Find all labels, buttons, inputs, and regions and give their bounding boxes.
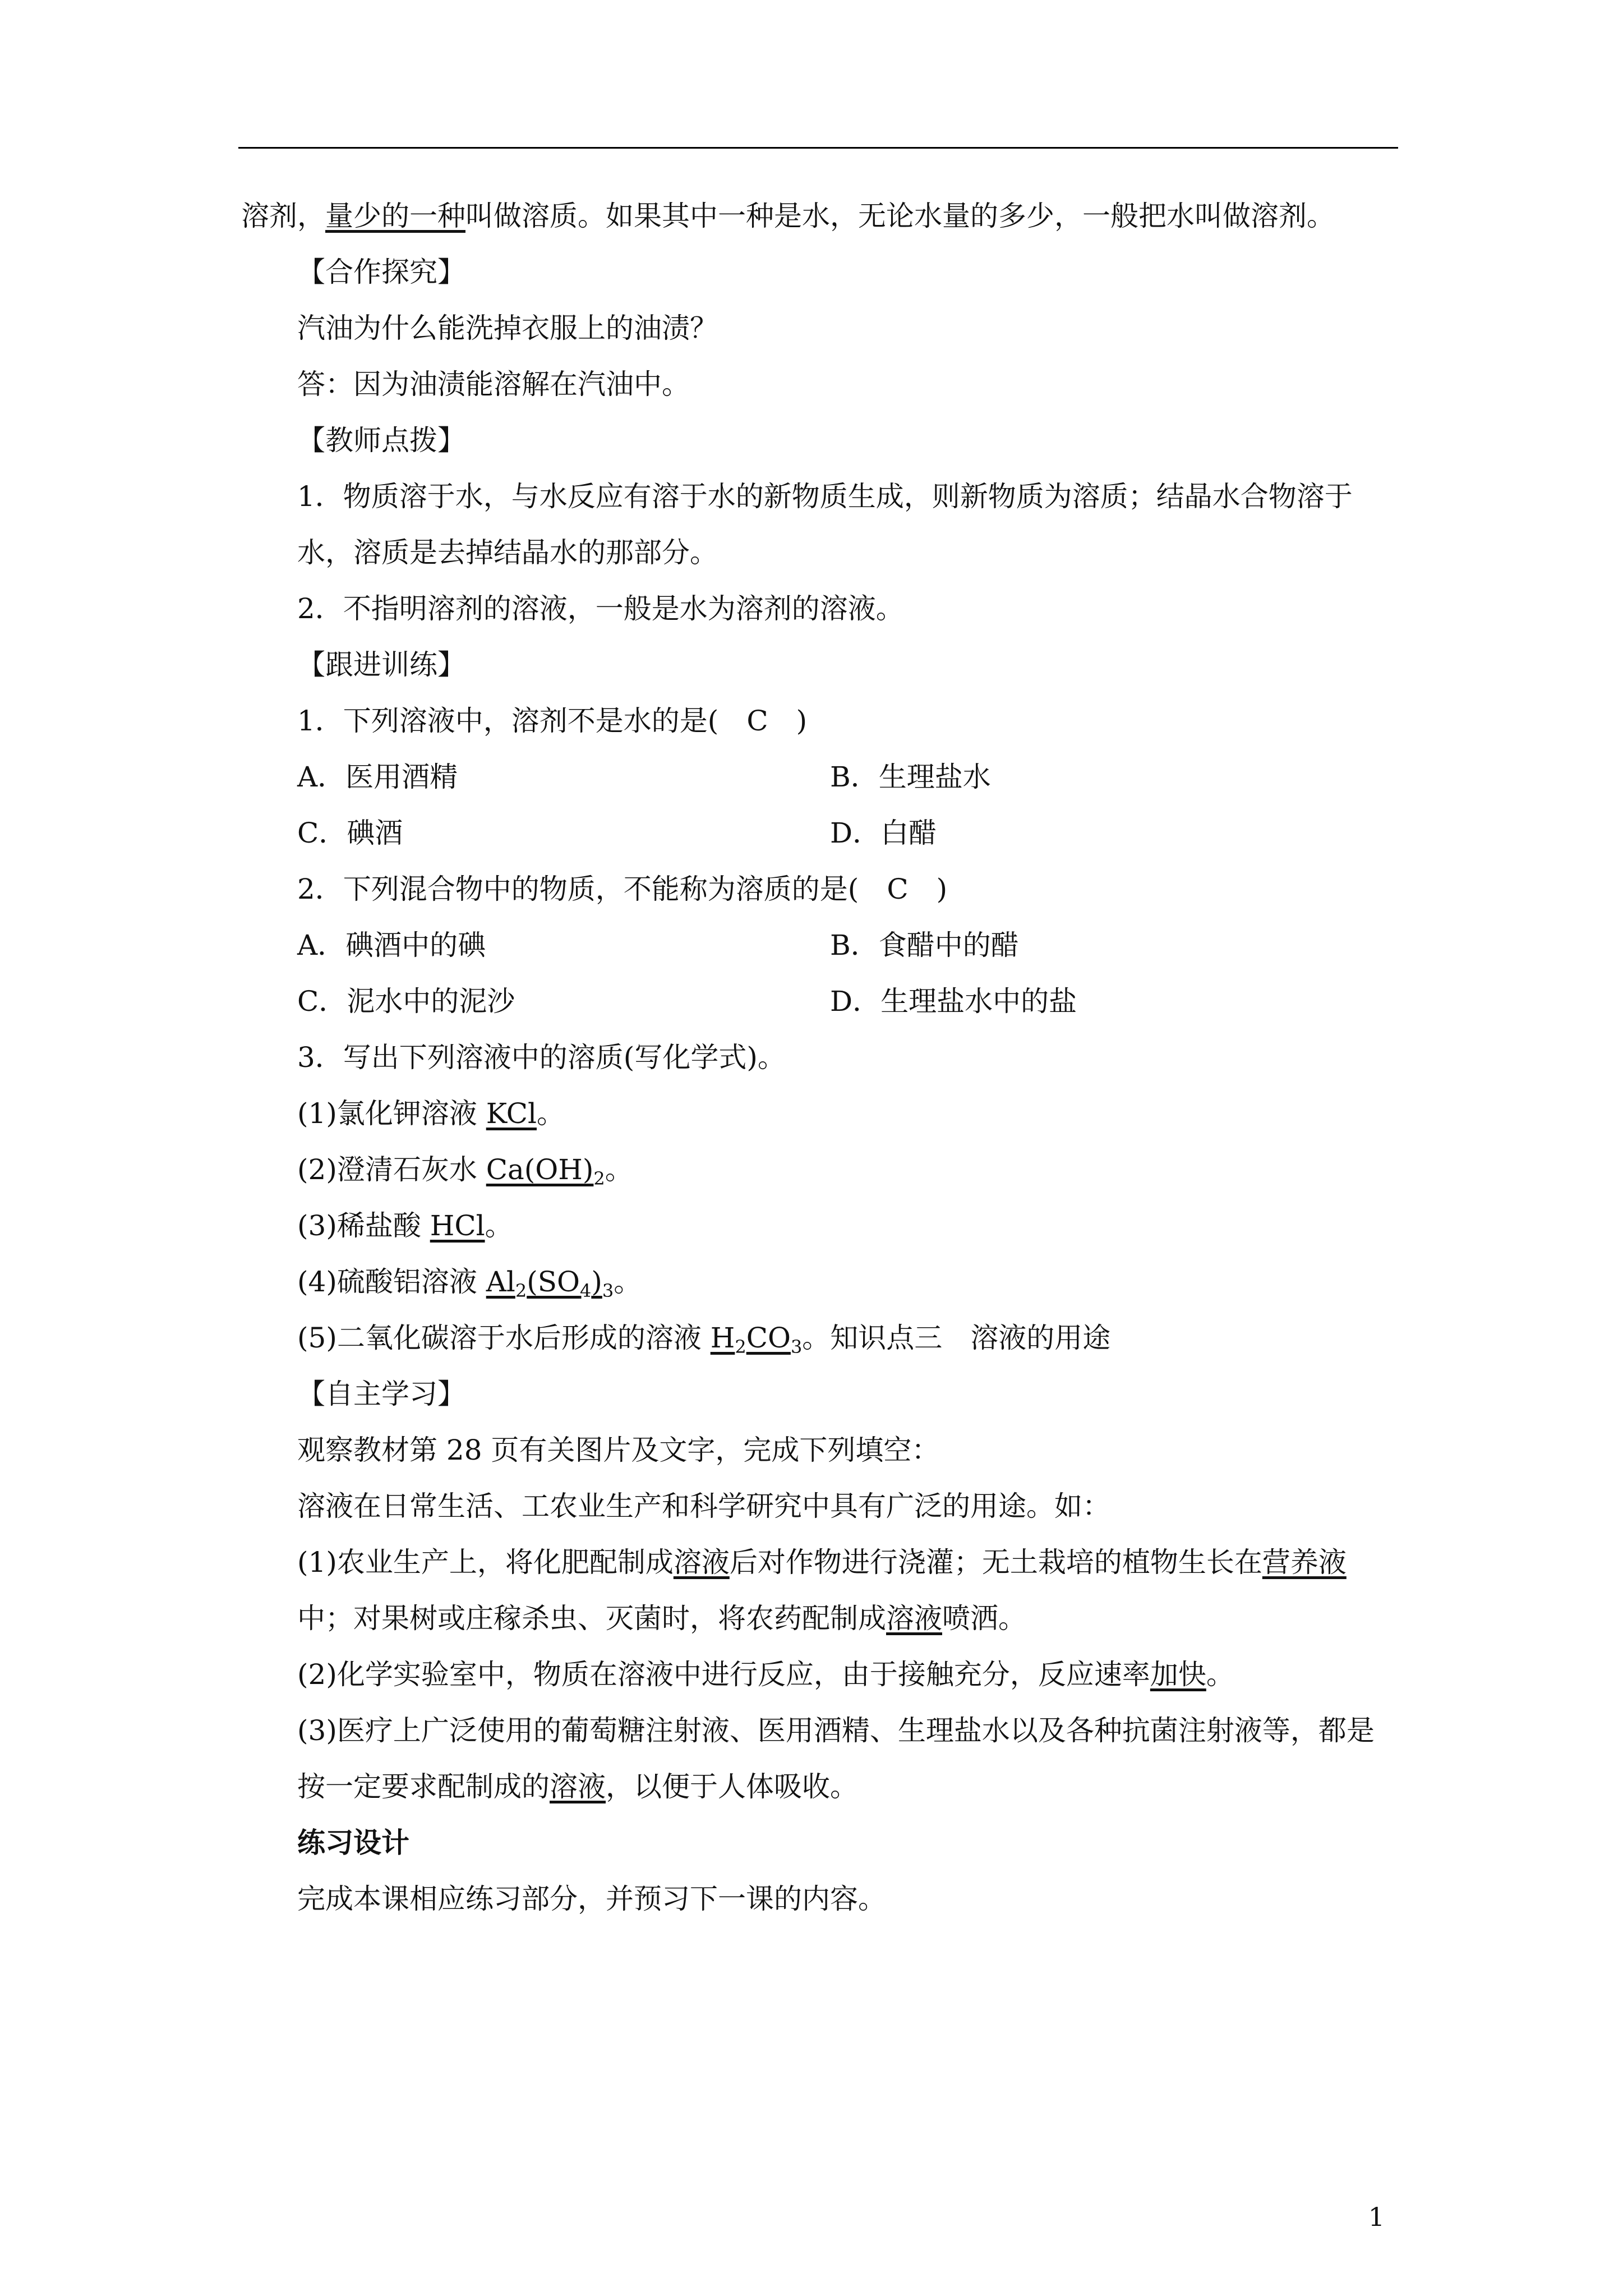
exercise-2-options-row-2: [241, 973, 1402, 1029]
text: ，以便于人体吸收。: [606, 1770, 858, 1803]
exercise-3-item-3: [241, 1198, 1402, 1254]
answer-blank: 加快: [1150, 1658, 1206, 1691]
answer-gasoline: 答：因为油渍能溶解在汽油中。: [297, 368, 690, 401]
punct: 。: [485, 1209, 513, 1242]
exercise-3-item-4: [241, 1254, 1402, 1310]
formula-subscript: 4: [579, 1280, 592, 1301]
text: (2)化学实验室中，物质在溶液中进行反应，由于接触充分，反应速率: [297, 1658, 1150, 1691]
text: 后对作物进行浇灌；无土栽培的植物生长在: [729, 1546, 1262, 1579]
text: 溶剂，: [241, 200, 325, 232]
exercise-1-options-row-2: [241, 805, 1402, 861]
exercise-3-item-1: [241, 1085, 1402, 1142]
answer-formula: HCl: [430, 1209, 485, 1242]
exercise-1-stem: 1．下列溶液中，溶剂不是水的是( C ): [297, 705, 808, 737]
answer-blank: 溶液: [550, 1770, 606, 1803]
section-heading-follow-up-practice: 【跟进训练】: [297, 648, 465, 681]
document-body: [241, 188, 1402, 1927]
use-2-laboratory: [241, 1646, 1402, 1703]
answer-formula: [710, 1322, 803, 1358]
text: 中；对果树或庄稼杀虫、灭菌时，将农药配制成: [297, 1602, 886, 1635]
answer-formula: [486, 1266, 614, 1301]
punct: 。: [614, 1266, 642, 1298]
option-a: A．碘酒中的碘: [297, 929, 486, 961]
section-heading-self-study: 【自主学习】: [297, 1378, 465, 1410]
answer-formula: [486, 1153, 605, 1189]
formula-part: (SO: [527, 1266, 580, 1298]
option-a: A．医用酒精: [297, 761, 458, 793]
formula-subscript: 2: [515, 1280, 527, 1301]
text: (3)医疗上广泛使用的葡萄糖注射液、医用酒精、生理盐水以及各种抗菌注射液等，都是按一定要求配制成的: [297, 1714, 1375, 1803]
header-rule: [238, 147, 1398, 149]
punct: 。: [605, 1153, 633, 1186]
paragraph-solvent-definition: [241, 188, 1402, 244]
item-label: (2)澄清石灰水: [297, 1153, 486, 1186]
option-c: C．碘酒: [297, 817, 403, 849]
exercise-1-options-row-1: [241, 749, 1402, 805]
option-b: B．生理盐水: [830, 761, 991, 793]
answer-blank: 溶液: [673, 1546, 730, 1579]
exercise-2-options-row-1: [241, 917, 1402, 973]
formula-subscript: 2: [593, 1168, 605, 1189]
punct: 。: [536, 1097, 565, 1130]
practice-design-heading: 练习设计: [297, 1826, 409, 1859]
answer-blank: 营养液: [1262, 1546, 1347, 1579]
formula-part: Ca(OH): [486, 1153, 594, 1186]
section-heading-cooperative-inquiry: 【合作探究】: [297, 256, 465, 288]
tip-1: 1．物质溶于水，与水反应有溶于水的新物质生成，则新物质为溶质；结晶水合物溶于水，溶质是去掉结晶水的那部分。: [297, 480, 1353, 569]
item-label: (3)稀盐酸: [297, 1209, 430, 1242]
formula-part: ): [591, 1266, 602, 1298]
observe-instruction: 观察教材第 28 页有关图片及文字，完成下列填空：: [297, 1434, 940, 1466]
practice-design-text: 完成本课相应练习部分，并预习下一课的内容。: [297, 1883, 886, 1915]
exercise-3-stem: 3．写出下列溶液中的溶质(写化学式)。: [297, 1041, 786, 1074]
item-label: (1)氯化钾溶液: [297, 1097, 486, 1130]
answer-blank: 量少的一种: [325, 200, 465, 232]
exercise-3-item-2: [241, 1142, 1402, 1198]
option-d: D．生理盐水中的盐: [830, 985, 1077, 1018]
exercise-3-item-5: [241, 1310, 1402, 1366]
section-heading-teacher-tips: 【教师点拨】: [297, 424, 465, 457]
use-1-agriculture: [241, 1534, 1402, 1646]
formula-part: CO: [746, 1322, 791, 1354]
formula-subscript: 2: [735, 1336, 746, 1358]
formula-subscript: 3: [602, 1280, 614, 1301]
formula-part: H: [710, 1322, 735, 1354]
exercise-2-stem: 2．下列混合物中的物质，不能称为溶质的是( C ): [297, 873, 948, 905]
formula-subscript: 3: [790, 1336, 803, 1358]
question-gasoline: 汽油为什么能洗掉衣服上的油渍？: [297, 312, 718, 344]
text: 。知识点三 溶液的用途: [802, 1322, 1111, 1354]
item-label: (5)二氧化碳溶于水后形成的溶液: [297, 1322, 711, 1354]
text: 喷洒。: [942, 1602, 1026, 1635]
text: 叫做溶质。如果其中一种是水，无论水量的多少，一般把水叫做溶剂。: [465, 200, 1335, 232]
text: (1)农业生产上，将化肥配制成: [297, 1546, 674, 1579]
tip-2: 2．不指明溶剂的溶液，一般是水为溶剂的溶液。: [297, 592, 904, 625]
formula-part: Al: [486, 1266, 515, 1298]
answer-blank: 溶液: [886, 1602, 942, 1635]
option-b: B．食醋中的醋: [830, 929, 1019, 961]
text: 。: [1206, 1658, 1234, 1691]
use-3-medical: [241, 1703, 1402, 1815]
item-label: (4)硫酸铝溶液: [297, 1266, 486, 1298]
answer-formula: KCl: [486, 1097, 537, 1130]
page-number: 1: [1368, 2202, 1385, 2232]
option-c: C．泥水中的泥沙: [297, 985, 515, 1018]
uses-intro: 溶液在日常生活、工农业生产和科学研究中具有广泛的用途。如：: [297, 1490, 1110, 1522]
option-d: D．白醋: [830, 817, 937, 849]
